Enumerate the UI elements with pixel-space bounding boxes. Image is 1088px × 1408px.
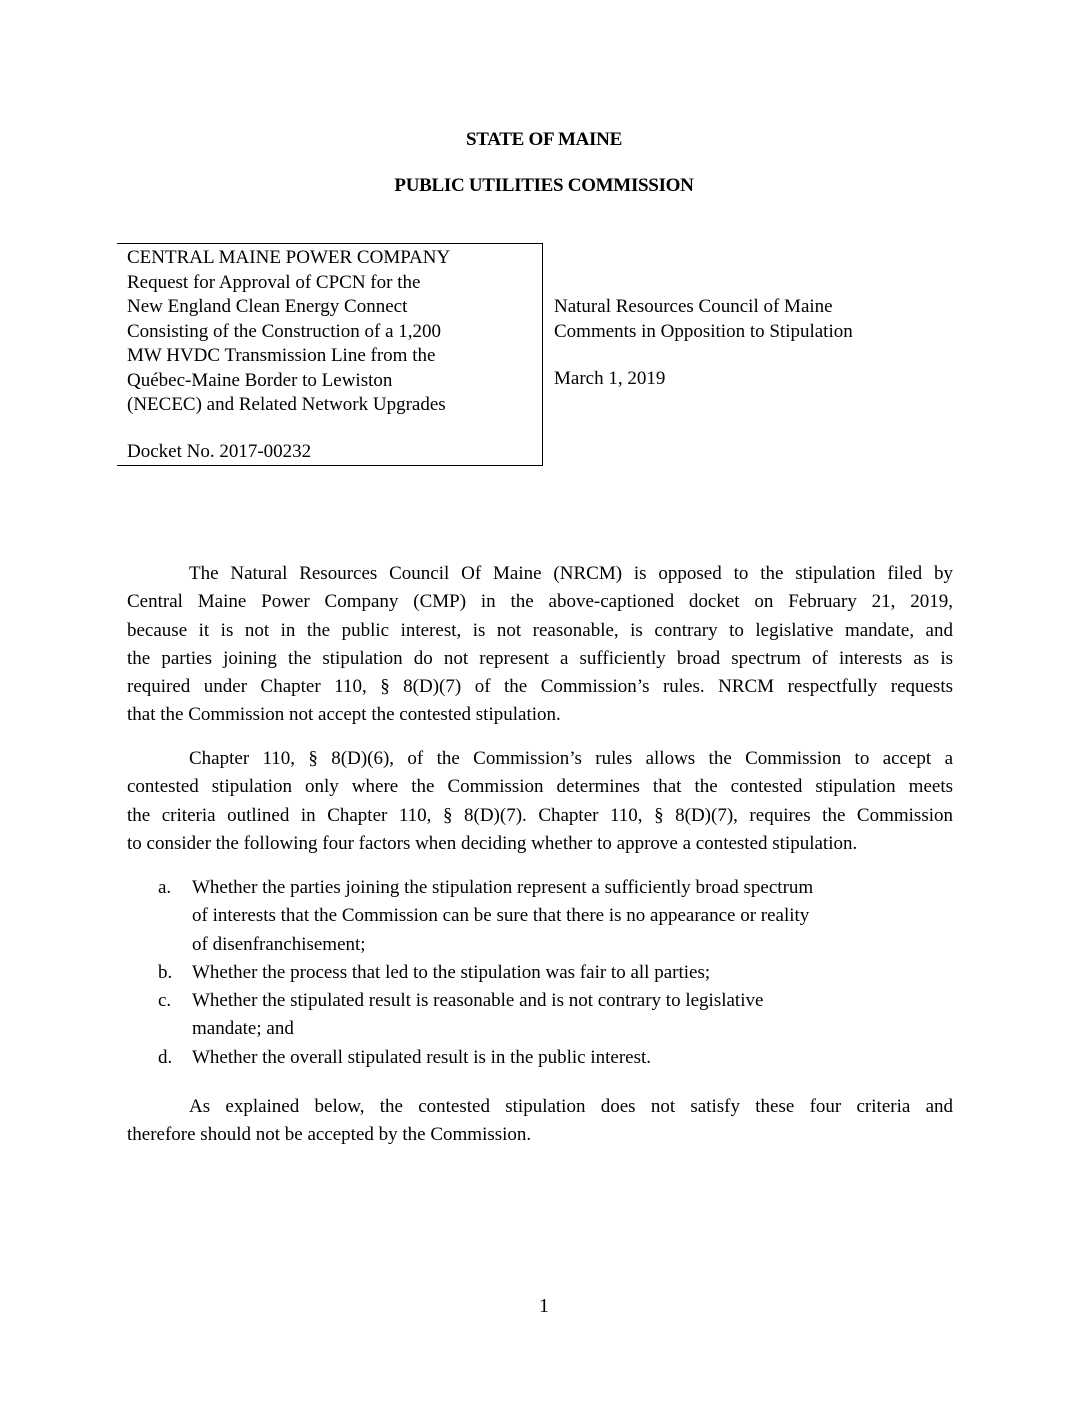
paragraph-line: required under Chapter 110, § 8(D)(7) of the Commission’s rules. NRCM respectfully requests (127, 676, 953, 698)
paragraph-line: the parties joining the stipulation do not represent a sufficiently broad spectrum of interests as is (127, 647, 953, 669)
docket-number: Docket No. 2017-00232 (127, 441, 312, 462)
criteria-item-c (158, 987, 813, 1044)
conclusion-paragraph (127, 1093, 953, 1150)
caption-line: MW HVDC Transmission Line from the (127, 345, 436, 366)
filing-title-line: Natural Resources Council of Maine (554, 296, 833, 317)
page-number: 1 (539, 1295, 549, 1317)
list-marker: b. (158, 961, 173, 983)
caption-line: New England Clean Energy Connect (127, 296, 408, 317)
state-heading: STATE OF MAINE (466, 129, 622, 150)
paragraph-line: therefore should not be accepted by the Commission. (127, 1124, 532, 1146)
paragraph-line: As explained below, the contested stipulation does not satisfy these four criteria and (189, 1096, 953, 1117)
list-marker: d. (158, 1046, 173, 1068)
filing-date: March 1, 2019 (554, 368, 666, 389)
list-marker: c. (158, 990, 172, 1012)
paragraph-line: because it is not in the public interest, is not reasonable, is contrary to legislative mandate, and (127, 619, 953, 641)
criteria-item-b (158, 959, 813, 987)
intro-paragraph (127, 560, 953, 730)
criteria-item-d (158, 1044, 813, 1072)
list-line: mandate; and (192, 1018, 294, 1040)
paragraph-line: Chapter 110, § 8(D)(6), of the Commission’s rules allows the Commission to accept a (189, 748, 953, 769)
list-line: of interests that the Commission can be sure that there is no appearance or reality (192, 905, 810, 927)
paragraph-line: The Natural Resources Council Of Maine (NRCM) is opposed to the stipulation filed by (189, 563, 953, 584)
caption-line: Québec-Maine Border to Lewiston (127, 369, 393, 391)
criteria-list (158, 874, 813, 1072)
paragraph-line: the criteria outlined in Chapter 110, § 8(D)(7). Chapter 110, § 8(D)(7), requires the Commission (127, 804, 953, 826)
criteria-item-a (158, 874, 813, 959)
rules-paragraph (127, 745, 953, 858)
caption-line: Consisting of the Construction of a 1,200 (127, 320, 442, 342)
list-line: of disenfranchisement; (192, 933, 366, 955)
filing-title (554, 295, 853, 344)
paragraph-line: Central Maine Power Company (CMP) in the above-captioned docket on February 21, 2019, (127, 591, 953, 613)
caption-line: (NECEC) and Related Network Upgrades (127, 394, 446, 415)
caption-line: CENTRAL MAINE POWER COMPANY (127, 247, 451, 268)
paragraph-line: that the Commission not accept the contested stipulation. (127, 704, 561, 726)
list-line: Whether the overall stipulated result is in the public interest. (192, 1046, 652, 1068)
commission-heading: PUBLIC UTILITIES COMMISSION (394, 175, 694, 196)
list-line: Whether the parties joining the stipulation represent a sufficiently broad spectrum (192, 877, 814, 898)
filing-title-line: Comments in Opposition to Stipulation (554, 320, 853, 342)
paragraph-line: to consider the following four factors when deciding whether to approve a contested stipulation. (127, 832, 858, 854)
case-caption (127, 246, 450, 418)
paragraph-line: contested stipulation only where the Commission determines that the contested stipulation meets (127, 776, 953, 798)
list-line: Whether the process that led to the stipulation was fair to all parties; (192, 961, 711, 983)
list-marker: a. (158, 877, 172, 898)
caption-line: Request for Approval of CPCN for the (127, 271, 421, 293)
list-line: Whether the stipulated result is reasonable and is not contrary to legislative (192, 990, 764, 1012)
